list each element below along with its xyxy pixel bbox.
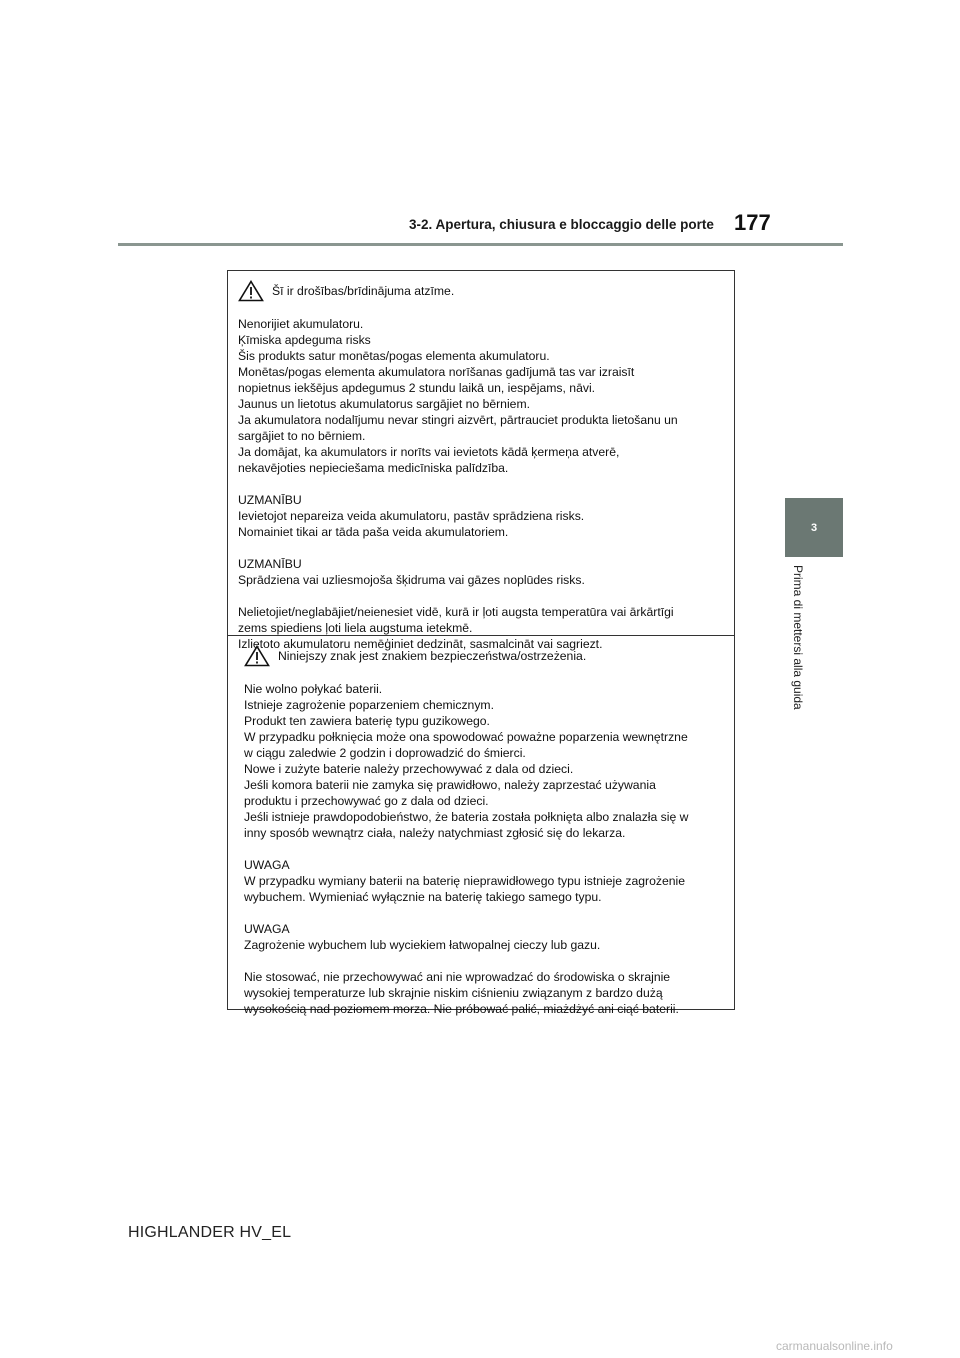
notice-line: Nowe i zużyte baterie należy przechowywać z dala od dzieci. [244,762,574,776]
notice-line: wysokością nad poziomem morza. Nie próbować palić, miażdżyć ani ciąć baterii. [244,1002,679,1016]
warning-triangle-icon [244,645,270,667]
battery-warning-box [227,270,735,1016]
notice-line: nekavējoties nepieciešama medicīniska palīdzība. [238,461,509,475]
notice-block-swallow [244,681,728,841]
notice-line: Nie stosować, nie przechowywać ani nie wprowadzać do środowiska o skrajnie [244,970,671,984]
watermark: carmanualsonline.info [776,1339,893,1353]
notice-line: nopietnus iekšējus apdegumus 2 stundu laikā un, iespējams, nāvi. [238,381,596,395]
chapter-number: 3 [810,521,818,534]
notice-block-caution-type [238,492,726,540]
warning-triangle-icon [238,280,264,302]
notice-title-row [244,645,728,667]
chapter-side-label: Prima di mettersi alla guida [791,565,805,710]
notice-line: Nomainiet tikai ar tāda paša veida akumulatoriem. [238,525,509,539]
notice-title: Šī ir drošības/brīdinājuma atzīme. [272,284,455,298]
notice-line: sargājiet to no bērniem. [238,429,366,443]
notice-line: Istnieje zagrożenie poparzeniem chemicznym. [244,698,494,712]
notice-title-row [238,280,726,302]
notice-line: wysokiej temperaturze lub skrajnie niskim ciśnieniu związanym z bardzo dużą [244,986,663,1000]
notice-line: Monētas/pogas elementa akumulatora norīšanas gadījumā tas var izraisīt [238,365,635,379]
notice-block-caution-leak [244,921,728,953]
notice-line: UZMANĪBU [238,493,302,507]
notice-line: Ķīmiska apdeguma risks [238,333,371,347]
notice-line: Produkt ten zawiera baterię typu guzikowego. [244,714,490,728]
notice-line: Ja domājat, ka akumulators ir norīts vai ievietots kādā ķermeņa atverē, [238,445,620,459]
notice-line: Jeśli komora baterii nie zamyka się prawidłowo, należy zaprzestać używania [244,778,656,792]
notice-line: wybuchem. Wymieniać wyłącznie na baterię takiego samego typu. [244,890,602,904]
notice-line: Jaunus un lietotus akumulatorus sargājiet no bērniem. [238,397,530,411]
notice-line: Šis produkts satur monētas/pogas elementa akumulatoru. [238,349,550,363]
notice-line: Nenorijiet akumulatoru. [238,317,364,331]
notice-line: zems spiediens ļoti liela augstuma ietekmē. [238,621,473,635]
footer-model: HIGHLANDER HV_EL [128,1224,292,1241]
notice-line: UZMANĪBU [238,557,302,571]
notice-line: Ievietojot nepareiza veida akumulatoru, pastāv sprādziena risks. [238,509,585,523]
notice-latvian [238,280,726,668]
page-number: 177 [734,210,771,235]
notice-line: UWAGA [244,858,290,872]
notice-block-swallow [238,316,726,476]
chapter-tab[interactable] [785,498,843,557]
notice-line: Sprādziena vai uzliesmojoša šķidruma vai gāzes noplūdes risks. [238,573,585,587]
notice-line: Nelietojiet/neglabājiet/neienesiet vidē, kurā ir ļoti augsta temperatūra vai ārkārtīgi [238,605,674,619]
notice-line: W przypadku połknięcia może ona spowodować poważne poparzenia wewnętrzne [244,730,688,744]
notice-block-environment [244,969,728,1017]
header-divider [118,243,843,246]
notice-line: Ja akumulatora nodalījumu nevar stingri aizvērt, pārtrauciet produkta lietošanu un [238,413,678,427]
notice-line: Izlietoto akumulatoru nemēģiniet dedzināt, sasmalcināt vai sagriezt. [238,637,603,651]
notice-line: UWAGA [244,922,290,936]
notice-line: Jeśli istnieje prawdopodobieństwo, że bateria została połknięta albo znalazła się w [244,810,689,824]
notice-title: Niniejszy znak jest znakiem bezpieczeństwa/ostrzeżenia. [278,649,587,663]
notice-line: inny sposób wewnątrz ciała, należy natychmiast zgłosić się do lekarza. [244,826,626,840]
notice-block-caution-type [244,857,728,905]
notice-polish [244,645,728,1033]
section-title: 3-2. Apertura, chiusura e bloccaggio delle porte [409,217,714,232]
notice-line: Zagrożenie wybuchem lub wyciekiem łatwopalnej cieczy lub gazu. [244,938,601,952]
notice-block-caution-leak [238,556,726,588]
notice-line: produktu i przechowywać go z dala od dzieci. [244,794,489,808]
notice-line: w ciągu zaledwie 2 godzin i doprowadzić do śmierci. [244,746,526,760]
notice-line: Nie wolno połykać baterii. [244,682,383,696]
notice-divider [228,635,734,636]
notice-line: W przypadku wymiany baterii na baterię nieprawidłowego typu istnieje zagrożenie [244,874,686,888]
